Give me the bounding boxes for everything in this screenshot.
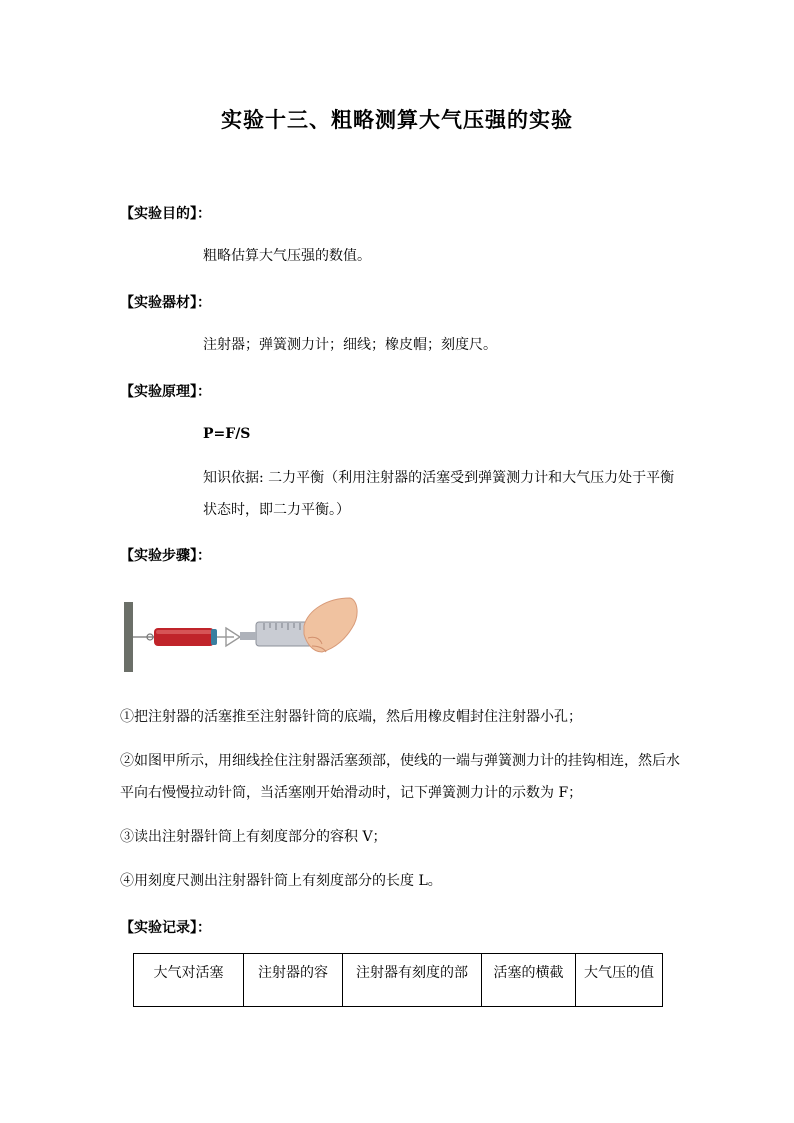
steps-heading: 【实验步骤】： bbox=[120, 548, 211, 564]
table-header-cell: 大气压的值 bbox=[576, 954, 663, 1007]
step-4: ④用刻度尺测出注射器针筒上有刻度部分的长度 L。 bbox=[120, 873, 442, 889]
table-header-cell: 大气对活塞 bbox=[134, 954, 244, 1007]
step-2-line2: 平向右慢慢拉动针筒，当活塞刚开始滑动时，记下弹簧测力计的示数为 F； bbox=[120, 785, 583, 801]
principle-heading: 【实验原理】： bbox=[120, 384, 211, 400]
step-3: ③读出注射器针筒上有刻度部分的容积 V； bbox=[120, 829, 387, 845]
purpose-heading: 【实验目的】： bbox=[120, 206, 211, 222]
purpose-text: 粗略估算大气压强的数值。 bbox=[203, 248, 371, 264]
wall-shape bbox=[124, 602, 133, 672]
table-header-cell: 注射器有刻度的部 bbox=[343, 954, 482, 1007]
principle-text-line1: 知识依据: 二力平衡（利用注射器的活塞受到弹簧测力计和大气压力处于平衡 bbox=[203, 470, 675, 486]
table-header-row bbox=[134, 954, 663, 1007]
record-table bbox=[133, 953, 663, 1007]
page-title: 实验十三、粗略测算大气压强的实验 bbox=[221, 107, 573, 132]
step-1: ①把注射器的活塞推至注射器针筒的底端，然后用橡皮帽封住注射器小孔； bbox=[120, 709, 582, 725]
syringe-spring-scale-illustration bbox=[122, 592, 362, 674]
table-header-cell: 注射器的容 bbox=[244, 954, 343, 1007]
principle-text-line2: 状态时，即二力平衡。） bbox=[203, 502, 350, 518]
equipment-heading: 【实验器材】： bbox=[120, 295, 211, 311]
table-header-cell: 活塞的横截 bbox=[482, 954, 576, 1007]
hand-shape bbox=[304, 598, 357, 652]
principle-formula: P=F/S bbox=[203, 426, 251, 442]
step-2-line1: ②如图甲所示，用细线拴住注射器活塞颈部，使线的一端与弹簧测力计的挂钩相连，然后水 bbox=[120, 753, 680, 769]
record-heading: 【实验记录】： bbox=[120, 920, 211, 936]
equipment-text: 注射器；弹簧测力计；细线；橡皮帽；刻度尺。 bbox=[203, 337, 497, 353]
